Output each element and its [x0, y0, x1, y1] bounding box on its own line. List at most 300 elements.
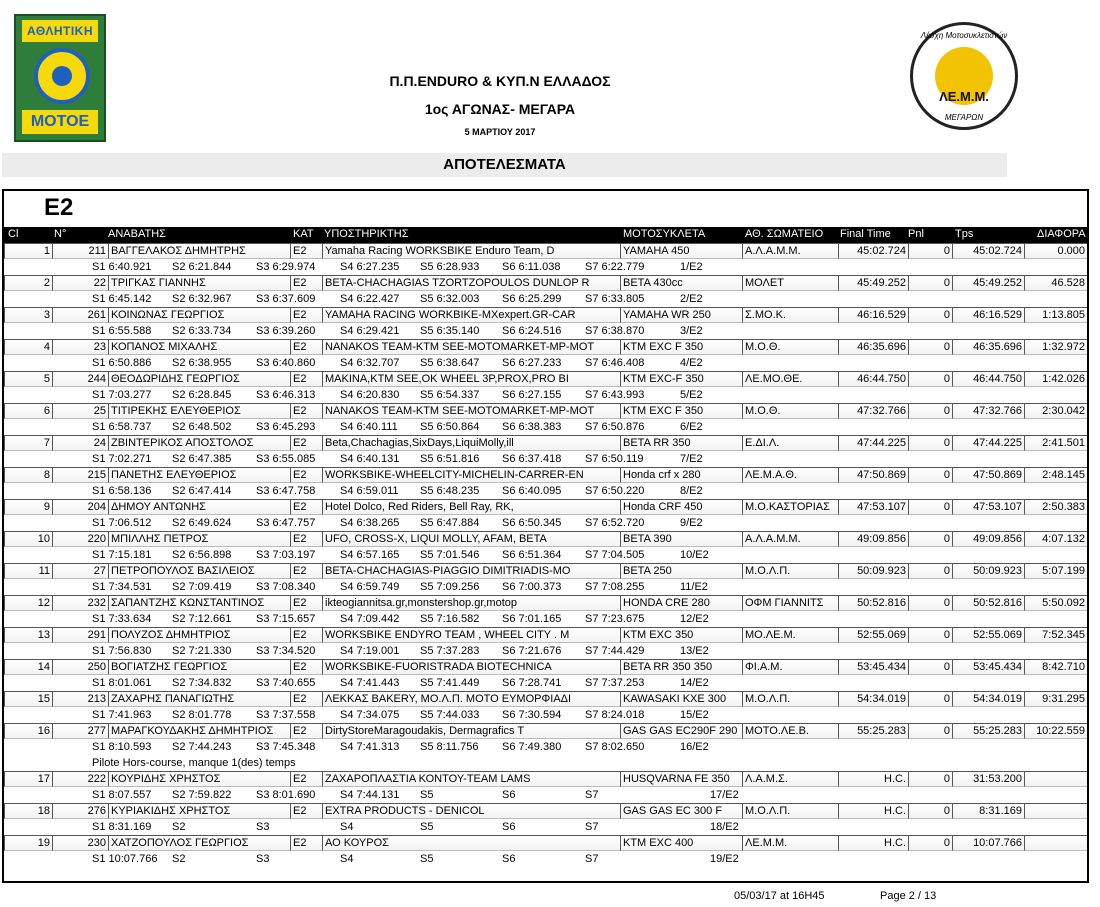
split-time-s4: S4 6:40.111 — [340, 421, 398, 433]
col-sponsor: ΥΠΟΣΤΗΡΙΚΤΗΣ — [324, 228, 409, 240]
split-time-s2: S2 6:28.845 — [172, 389, 232, 401]
category-position: 3/E2 — [680, 325, 703, 337]
cell-bike: Honda CRF 450 — [620, 499, 742, 515]
table-row — [4, 307, 1087, 323]
cell-no: 215 — [52, 467, 108, 483]
split-time-s7: S7 — [585, 853, 599, 865]
cell-pnl: 0 — [908, 243, 952, 259]
result-entry — [4, 435, 1087, 467]
cell-no: 276 — [52, 803, 108, 819]
result-entry — [4, 499, 1087, 531]
cell-bike: KTM EXC-F 350 — [620, 371, 742, 387]
cell-no: 250 — [52, 659, 108, 675]
cell-bike: GAS GAS EC 300 F — [620, 803, 742, 819]
cell-bike: HUSQVARNA FE 350 — [620, 771, 742, 787]
col-cl: Cl — [8, 228, 19, 240]
cell-bike: KTM EXC 350 — [620, 627, 742, 643]
split-time-s4: S4 7:34.075 — [340, 709, 400, 721]
event-date: 5 ΜΑΡΤΙΟΥ 2017 — [464, 127, 536, 137]
split-times-row — [4, 611, 1087, 627]
result-entry — [4, 403, 1087, 435]
cell-final: 47:50.869 — [838, 467, 908, 483]
category-position: 1/E2 — [680, 261, 703, 273]
cell-club: Μ.Ο.Λ.Π. — [742, 803, 838, 819]
table-row — [4, 595, 1087, 611]
cell-final: 46:44.750 — [838, 371, 908, 387]
split-time-s6: S6 7:49.380 — [502, 741, 562, 753]
table-row — [4, 243, 1087, 259]
cell-pnl: 0 — [908, 803, 952, 819]
split-time-s4: S4 6:59.011 — [340, 485, 399, 497]
split-time-s7: S7 6:52.720 — [585, 517, 645, 529]
cell-sponsor: NANAKOS TEAM-KTM SEE-MOTOMARKET-MP-MOT — [322, 403, 620, 419]
cell-diff: 2:41.501 — [1024, 435, 1087, 451]
split-time-s1: S1 6:50.886 — [92, 357, 152, 369]
table-row — [4, 723, 1087, 739]
logo-top-text: ΑΘΛΗΤΙΚΗ — [22, 20, 98, 42]
cell-final: 46:16.529 — [838, 307, 908, 323]
table-row — [4, 803, 1087, 819]
cell-no: 291 — [52, 627, 108, 643]
table-header — [4, 227, 1087, 243]
result-entry — [4, 243, 1087, 275]
cell-tps: 31:53.200 — [952, 771, 1024, 787]
result-entry — [4, 531, 1087, 563]
cell-rider: ΣΑΠΑΝΤΖΗΣ ΚΩΝΣΤΑΝΤΙΝΟΣ — [108, 595, 290, 611]
cell-bike: BETA 390 — [620, 531, 742, 547]
cell-club: ΟΦΜ ΓΙΑΝΝΙΤΣ — [742, 595, 838, 611]
table-row — [4, 435, 1087, 451]
result-entry — [4, 371, 1087, 403]
cell-diff: 8:42.710 — [1024, 659, 1087, 675]
cell-bike: HONDA CRE 280 — [620, 595, 742, 611]
split-time-s6: S6 — [502, 821, 516, 833]
cell-diff: 0.000 — [1024, 243, 1087, 259]
cell-cat: E2 — [290, 627, 322, 643]
cell-rider: ΚΟΙΝΩΝΑΣ ΓΕΩΡΓΙΟΣ — [108, 307, 290, 323]
cell-cl: 12 — [4, 595, 52, 611]
col-rider: ΑΝΑΒΑΤΗΣ — [108, 228, 166, 240]
cell-diff: 5:07.199 — [1024, 563, 1087, 579]
col-final: Final Time — [840, 228, 891, 240]
category-label: E2 — [44, 194, 74, 221]
split-time-s4: S4 7:19.001 — [340, 645, 400, 657]
cell-no: 232 — [52, 595, 108, 611]
cell-cat: E2 — [290, 435, 322, 451]
cell-bike: BETA 250 — [620, 563, 742, 579]
category-position: 8/E2 — [680, 485, 703, 497]
cell-no: 222 — [52, 771, 108, 787]
split-time-s6: S6 6:40.095 — [502, 485, 562, 497]
cell-tps: 46:44.750 — [952, 371, 1024, 387]
split-time-s5: S5 6:50.864 — [420, 421, 480, 433]
entry-note: Pilote Hors-course, manque 1(des) temps — [92, 757, 296, 769]
cell-pnl: 0 — [908, 499, 952, 515]
split-time-s5: S5 7:01.546 — [420, 549, 480, 561]
cell-tps: 47:53.107 — [952, 499, 1024, 515]
cell-no: 220 — [52, 531, 108, 547]
split-time-s4: S4 6:27.235 — [340, 261, 400, 273]
cell-cat: E2 — [290, 595, 322, 611]
split-time-s3: S3 7:03.197 — [256, 549, 316, 561]
cell-bike: BETA 430cc — [620, 275, 742, 291]
split-time-s3: S3 7:45.348 — [256, 741, 316, 753]
cell-diff: 1:13.805 — [1024, 307, 1087, 323]
cell-cl: 1 — [4, 243, 52, 259]
cell-no: 213 — [52, 691, 108, 707]
cell-final: 49:09.856 — [838, 531, 908, 547]
split-time-s5: S5 7:09.256 — [420, 581, 480, 593]
split-time-s3: S3 7:34.520 — [256, 645, 316, 657]
cell-final: 47:53.107 — [838, 499, 908, 515]
col-club: ΑΘ. ΣΩΜΑΤΕΙΟ — [745, 228, 824, 240]
split-time-s7: S7 8:24.018 — [585, 709, 645, 721]
cell-diff: 10:22.559 — [1024, 723, 1087, 739]
split-time-s2: S2 6:33.734 — [172, 325, 232, 337]
split-time-s5: S5 7:41.449 — [420, 677, 480, 689]
cell-club: ΜΟ.ΛΕ.Μ. — [742, 627, 838, 643]
split-time-s2: S2 7:12.661 — [172, 613, 232, 625]
split-time-s3: S3 6:55.085 — [256, 453, 316, 465]
category-position: 15/E2 — [680, 709, 709, 721]
cell-pnl: 0 — [908, 307, 952, 323]
cell-sponsor: DirtyStoreMaragoudakis, Dermagrafics T — [322, 723, 620, 739]
split-times-row — [4, 483, 1087, 499]
split-time-s4: S4 — [340, 853, 354, 865]
split-times-row — [4, 419, 1087, 435]
split-time-s6: S6 7:01.165 — [502, 613, 562, 625]
cell-pnl: 0 — [908, 339, 952, 355]
cell-cl: 3 — [4, 307, 52, 323]
cell-bike: YAMAHA 450 — [620, 243, 742, 259]
cell-no: 27 — [52, 563, 108, 579]
cell-rider: ΠΟΛΥΖΟΣ ΔΗΜΗΤΡΙΟΣ — [108, 627, 290, 643]
split-times-row — [4, 819, 1087, 835]
cell-tps: 50:52.816 — [952, 595, 1024, 611]
cell-final: H.C. — [838, 771, 908, 787]
split-times-row — [4, 451, 1087, 467]
cell-cat: E2 — [290, 803, 322, 819]
split-time-s4: S4 6:57.165 — [340, 549, 400, 561]
cell-pnl: 0 — [908, 435, 952, 451]
split-time-s4: S4 6:22.427 — [340, 293, 400, 305]
cell-sponsor: ΑΟ ΚΟΥΡΟΣ — [322, 835, 620, 851]
cell-diff: 1:32.972 — [1024, 339, 1087, 355]
col-cat: ΚΑΤ — [293, 228, 314, 240]
cell-cl: 9 — [4, 499, 52, 515]
category-position: 10/E2 — [680, 549, 709, 561]
cell-cl: 10 — [4, 531, 52, 547]
cell-cl: 8 — [4, 467, 52, 483]
cell-pnl: 0 — [908, 563, 952, 579]
split-time-s1: S1 7:41.963 — [92, 709, 152, 721]
table-row — [4, 403, 1087, 419]
result-entry — [4, 627, 1087, 659]
cell-sponsor: BETA-CHACHAGIAS TZORTZOPOULOS DUNLOP R — [322, 275, 620, 291]
split-time-s5: S5 — [420, 789, 434, 801]
cell-tps: 49:09.856 — [952, 531, 1024, 547]
cell-cl: 14 — [4, 659, 52, 675]
cell-cl: 19 — [4, 835, 52, 851]
cell-tps: 54:34.019 — [952, 691, 1024, 707]
cell-final: 46:35.696 — [838, 339, 908, 355]
split-time-s1: S1 8:10.593 — [92, 741, 152, 753]
split-time-s3: S3 6:40.860 — [256, 357, 316, 369]
split-time-s2: S2 7:44.243 — [172, 741, 232, 753]
cell-final: 55:25.283 — [838, 723, 908, 739]
table-row — [4, 339, 1087, 355]
split-time-s5: S5 — [420, 853, 434, 865]
split-times-row — [4, 323, 1087, 339]
category-position: 12/E2 — [680, 613, 709, 625]
results-rows — [4, 243, 1087, 867]
cell-final: 47:32.766 — [838, 403, 908, 419]
cell-bike: KAWASAKI KXE 300 — [620, 691, 742, 707]
cell-bike: KTM EXC F 350 — [620, 339, 742, 355]
cell-pnl: 0 — [908, 627, 952, 643]
split-time-s1: S1 7:15.181 — [92, 549, 152, 561]
cell-pnl: 0 — [908, 659, 952, 675]
split-times-row — [4, 355, 1087, 371]
split-times-row — [4, 707, 1087, 723]
split-time-s7: S7 6:50.220 — [585, 485, 645, 497]
split-time-s5: S5 6:32.003 — [420, 293, 480, 305]
split-time-s7: S7 7:44.429 — [585, 645, 645, 657]
cell-cat: E2 — [290, 371, 322, 387]
split-time-s3: S3 6:37.609 — [256, 293, 316, 305]
split-time-s1: S1 6:58.737 — [92, 421, 152, 433]
split-time-s3: S3 — [256, 853, 270, 865]
table-row — [4, 691, 1087, 707]
cell-club: Λ.Α.Μ.Σ. — [742, 771, 838, 787]
split-time-s6: S6 7:28.741 — [502, 677, 562, 689]
result-entry — [4, 339, 1087, 371]
split-time-s5: S5 6:28.933 — [420, 261, 480, 273]
category-position: 13/E2 — [680, 645, 709, 657]
split-time-s6: S6 6:11.038 — [502, 261, 561, 273]
cell-diff: 46.528 — [1024, 275, 1087, 291]
cell-cat: E2 — [290, 339, 322, 355]
cell-club: ΦΙ.Α.Μ. — [742, 659, 838, 675]
split-times-row — [4, 675, 1087, 691]
split-time-s1: S1 6:45.142 — [92, 293, 152, 305]
cell-cl: 17 — [4, 771, 52, 787]
cell-tps: 45:02.724 — [952, 243, 1024, 259]
cell-final: 52:55.069 — [838, 627, 908, 643]
cell-cat: E2 — [290, 563, 322, 579]
cell-rider: ΜΠΙΛΛΗΣ ΠΕΤΡΟΣ — [108, 531, 290, 547]
cell-club: Μ.Ο.ΚΑΣΤΟΡΙΑΣ — [742, 499, 838, 515]
split-times-row — [4, 851, 1087, 867]
logo-club-initials: ΛΕ.Μ.Μ. — [939, 89, 989, 104]
split-times-row — [4, 787, 1087, 803]
split-time-s6: S6 6:25.299 — [502, 293, 562, 305]
cell-diff — [1024, 835, 1087, 851]
split-time-s7: S7 6:38.870 — [585, 325, 645, 337]
results-heading: ΑΠΟΤΕΛΕΣΜΑΤΑ — [2, 153, 1007, 177]
cell-diff: 7:52.345 — [1024, 627, 1087, 643]
cell-no: 22 — [52, 275, 108, 291]
category-position: 19/E2 — [710, 853, 739, 865]
cell-tps: 45:49.252 — [952, 275, 1024, 291]
cell-tps: 46:35.696 — [952, 339, 1024, 355]
split-time-s1: S1 6:40.921 — [92, 261, 152, 273]
cell-sponsor: Yamaha Racing WORKSBIKE Enduro Team, D — [322, 243, 620, 259]
cell-sponsor: EXTRA PRODUCTS - DENICOL — [322, 803, 620, 819]
result-entry — [4, 563, 1087, 595]
table-row — [4, 835, 1087, 851]
cell-final: 45:02.724 — [838, 243, 908, 259]
category-position: 11/E2 — [680, 581, 708, 593]
split-times-row — [4, 259, 1087, 275]
split-time-s5: S5 6:51.816 — [420, 453, 480, 465]
split-time-s2: S2 6:49.624 — [172, 517, 232, 529]
split-time-s1: S1 6:58.136 — [92, 485, 152, 497]
cell-club: Μ.Ο.Λ.Π. — [742, 563, 838, 579]
split-time-s2: S2 6:21.844 — [172, 261, 232, 273]
cell-club: Ε.ΔΙ.Λ. — [742, 435, 838, 451]
table-row — [4, 563, 1087, 579]
cell-no: 261 — [52, 307, 108, 323]
split-time-s7: S7 6:50.876 — [585, 421, 645, 433]
logo-bottom-text: ΜΟΤΟΕ — [22, 110, 98, 134]
cell-tps: 47:32.766 — [952, 403, 1024, 419]
cell-tps: 47:44.225 — [952, 435, 1024, 451]
cell-cl: 6 — [4, 403, 52, 419]
cell-no: 23 — [52, 339, 108, 355]
cell-rider: ΧΑΤΖΟΠΟΥΛΟΣ ΓΕΩΡΓΙΟΣ — [108, 835, 290, 851]
split-time-s6: S6 6:37.418 — [502, 453, 562, 465]
cell-cl: 13 — [4, 627, 52, 643]
category-position: 18/E2 — [710, 821, 739, 833]
split-time-s3: S3 6:47.757 — [256, 517, 316, 529]
result-entry — [4, 307, 1087, 339]
cell-club: ΜΟΛΕΤ — [742, 275, 838, 291]
cell-bike: Honda crf x 280 — [620, 467, 742, 483]
split-time-s7: S7 7:04.505 — [585, 549, 645, 561]
cell-club: Σ.ΜΟ.Κ. — [742, 307, 838, 323]
cell-rider: ΖΑΧΑΡΗΣ ΠΑΝΑΓΙΩΤΗΣ — [108, 691, 290, 707]
category-position: 17/E2 — [710, 789, 739, 801]
cell-bike: BETA RR 350 350 — [620, 659, 742, 675]
cell-pnl: 0 — [908, 531, 952, 547]
split-time-s3: S3 — [256, 821, 270, 833]
split-time-s7: S7 6:46.408 — [585, 357, 645, 369]
cell-diff: 2:30.042 — [1024, 403, 1087, 419]
split-time-s4: S4 6:40.131 — [340, 453, 400, 465]
split-time-s1: S1 6:55.588 — [92, 325, 152, 337]
cell-final: 50:52.816 — [838, 595, 908, 611]
table-row — [4, 467, 1087, 483]
split-time-s6: S6 6:51.364 — [502, 549, 562, 561]
split-time-s3: S3 7:08.340 — [256, 581, 316, 593]
cell-pnl: 0 — [908, 771, 952, 787]
split-time-s5: S5 6:47.884 — [420, 517, 480, 529]
split-time-s1: S1 7:03.277 — [92, 389, 152, 401]
split-time-s1: S1 7:02.271 — [92, 453, 152, 465]
category-position: 6/E2 — [680, 421, 703, 433]
category-position: 16/E2 — [680, 741, 709, 753]
col-bike: ΜΟΤΟΣΥΚΛΕΤΑ — [623, 228, 706, 240]
cell-sponsor: ΖΑΧΑΡΟΠΛΑΣΤΙΑ ΚΟΝΤΟΥ-TEAM LAMS — [322, 771, 620, 787]
category-position: 7/E2 — [680, 453, 703, 465]
cell-rider: ΚΟΠΑΝΟΣ ΜΙΧΑΛΗΣ — [108, 339, 290, 355]
cell-sponsor: YAMAHA RACING WORKBIKE-MXexpert.GR-CAR — [322, 307, 620, 323]
cell-final: 45:49.252 — [838, 275, 908, 291]
table-row — [4, 771, 1087, 787]
cell-final: 54:34.019 — [838, 691, 908, 707]
split-time-s4: S4 6:20.830 — [340, 389, 400, 401]
cell-cat: E2 — [290, 403, 322, 419]
split-time-s3: S3 6:45.293 — [256, 421, 316, 433]
cell-diff: 9:31.295 — [1024, 691, 1087, 707]
cell-cat: E2 — [290, 771, 322, 787]
cell-sponsor: Beta,Chachagias,SixDays,LiquiMolly,ill — [322, 435, 620, 451]
cell-cl: 18 — [4, 803, 52, 819]
category-position: 5/E2 — [680, 389, 703, 401]
cell-sponsor: UFO, CROSS-X, LIQUI MOLLY, AFAM, BETA — [322, 531, 620, 547]
split-times-row — [4, 387, 1087, 403]
cell-rider: ΔΗΜΟΥ ΑΝΤΩΝΗΣ — [108, 499, 290, 515]
cell-diff: 1:42.026 — [1024, 371, 1087, 387]
split-time-s2: S2 6:47.385 — [172, 453, 232, 465]
split-time-s2: S2 — [172, 821, 186, 833]
split-time-s3: S3 7:15.657 — [256, 613, 316, 625]
split-time-s7: S7 7:08.255 — [585, 581, 645, 593]
cell-pnl: 0 — [908, 371, 952, 387]
split-time-s7: S7 6:50.119 — [585, 453, 644, 465]
cell-club: ΛΕ.Μ.Α.Θ. — [742, 467, 838, 483]
cell-diff: 4:07.132 — [1024, 531, 1087, 547]
split-time-s2: S2 7:09.419 — [172, 581, 232, 593]
result-entry — [4, 835, 1087, 867]
cell-bike: GAS GAS EC290F 290 — [620, 723, 742, 739]
result-entry — [4, 803, 1087, 835]
cell-cat: E2 — [290, 835, 322, 851]
table-row — [4, 499, 1087, 515]
split-time-s1: S1 8:07.557 — [92, 789, 152, 801]
split-time-s6: S6 7:00.373 — [502, 581, 562, 593]
cell-rider: ΖΒΙΝΤΕΡΙΚΟΣ ΑΠΟΣΤΟΛΟΣ — [108, 435, 290, 451]
category-position: 4/E2 — [680, 357, 703, 369]
cell-cat: E2 — [290, 467, 322, 483]
cell-no: 204 — [52, 499, 108, 515]
cell-sponsor: MAKINA,KTM SEE,OK WHEEL 3P,PROX,PRO BI — [322, 371, 620, 387]
cell-rider: ΠΑΝΕΤΗΣ ΕΛΕΥΘΕΡΙΟΣ — [108, 467, 290, 483]
split-time-s6: S6 6:24.516 — [502, 325, 562, 337]
split-time-s1: S1 7:34.531 — [92, 581, 152, 593]
split-time-s4: S4 7:44.131 — [340, 789, 400, 801]
cell-cat: E2 — [290, 275, 322, 291]
cell-diff — [1024, 803, 1087, 819]
cell-no: 25 — [52, 403, 108, 419]
split-time-s3: S3 6:47.758 — [256, 485, 316, 497]
cell-sponsor: ikteogiannitsa.gr,monstershop.gr,motop — [322, 595, 620, 611]
cell-no: 24 — [52, 435, 108, 451]
split-time-s2: S2 7:59.822 — [172, 789, 232, 801]
cell-club: ΜΟΤΟ.ΛΕ.Β. — [742, 723, 838, 739]
cell-tps: 50:09.923 — [952, 563, 1024, 579]
cell-no: 244 — [52, 371, 108, 387]
split-time-s1: S1 8:01.061 — [92, 677, 152, 689]
cell-rider: ΒΟΓΙΑΤΖΗΣ ΓΕΩΡΓΙΟΣ — [108, 659, 290, 675]
cell-tps: 10:07.766 — [952, 835, 1024, 851]
cell-tps: 55:25.283 — [952, 723, 1024, 739]
cell-cat: E2 — [290, 723, 322, 739]
split-times-row — [4, 515, 1087, 531]
cell-pnl: 0 — [908, 275, 952, 291]
split-time-s2: S2 7:34.832 — [172, 677, 232, 689]
